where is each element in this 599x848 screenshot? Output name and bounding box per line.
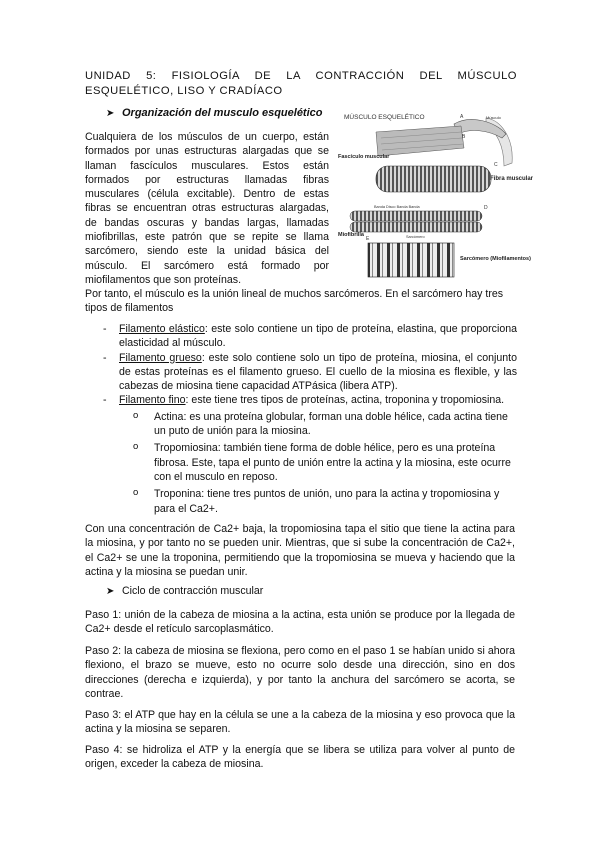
protein-item: o Troponina: tiene tres puntos de unión, uno para la actina y tropomiosina y para el Ca2+. — [129, 487, 517, 516]
step-4: Paso 4: se hidroliza el ATP y la energía que se libera se utiliza para volver al punto de origen, exceder la cabeza de miosina. — [85, 744, 515, 771]
step-3: Paso 3: el ATP que hay en la célula se une a la cabeza de la miosina y eso provoca que la actina y la miosina se separen. — [85, 709, 515, 736]
section-heading-text: Organización del musculo esquelético — [122, 107, 323, 119]
letter-d: D — [484, 205, 488, 211]
step-1: Paso 1: unión de la cabeza de miosina a la actina, esta unión se produce por la llegada de Ca2+ desde el retículo sarcoplasmático. — [85, 609, 515, 636]
intro-paragraph: Cualquiera de los músculos de un cuerpo, están formados por unas estructuras alargadas que se llaman fascículos musculares. Estos están formados por estructuras llamadas fibras musculares (célula excitable). Dentro de estas fibras se encuentran otras estructuras alargadas, de bandas oscuras y bandas largas, llamadas miofibrillas, este patrón que se repite se llama sarcómero, siendo este la unidad básica del músculo. El sarcómero está formado por miofilamentos que son proteínas. — [85, 131, 329, 286]
letter-c: C — [494, 162, 498, 168]
filament-desc: : este solo contiene un tipo de proteína, elastina, que proporciona elasticidad al músculo. — [119, 323, 517, 350]
arrowhead-bullet-icon: ➤ — [106, 586, 115, 597]
label-fibra — [490, 176, 534, 182]
filament-item — [85, 351, 517, 394]
letter-e: E — [366, 236, 370, 242]
filament-name: Filamento fino — [119, 394, 186, 407]
myofibril-1 — [350, 211, 482, 221]
letter-a: A — [460, 114, 464, 120]
figure-title: MÚSCULO ESQUELÉTICO — [344, 114, 425, 121]
muscle-fiber — [376, 166, 491, 192]
label-musculo: Músculo — [486, 115, 501, 120]
myofibril-2 — [350, 222, 482, 232]
filament-desc: : este solo contiene solo un tipo de proteína, miosina, el conjunto de estas proteínas es el filamento grueso. El cuello de la miosina es flexible, y las cabezas de miosina tiene capacidad ATPásica (libera ATP). — [119, 351, 517, 393]
label-miofibrilla: Miofibrilla — [338, 232, 364, 238]
filament-list — [85, 322, 517, 519]
arrowhead-bullet-icon: ➤ — [106, 108, 115, 119]
label-sarcomero-mio: Sarcómero (Miofilamentos) — [460, 256, 531, 262]
protein-item: o Tropomiosina: también tiene forma de doble hélice, pero es una proteína fibrosa. Este, tapa el punto de unión entre la actina y la miosina, este ocurre con el musculo en reposo. — [129, 441, 517, 484]
label-fibra-text: Fibra muscular — [490, 176, 534, 182]
skeletal-muscle-figure — [336, 108, 534, 292]
step-2: Paso 2: la cabeza de miosina se flexiona, pero como en el paso 1 se habían unido si ahora flexiono, el brazo se mueve, esto no ocurre solo desde una dirección, sino en dos direcciones (derecha e izquierda), y por tanto la anchura del sarcómero se acorta, se contrae. — [85, 645, 515, 700]
paragraph-calcium: Con una concentración de Ca2+ baja, la tropomiosina tapa el sitio que tiene la actina para la miosina, y por tanto no se pueden unir. Mientras, que si sube la concentración de Ca2+, el Ca2+ se une la troponina, permitiendo que la tropomiosina se mueva y haciendo que la actina y la miosina se puedan unir. — [85, 523, 515, 578]
section-heading — [106, 107, 323, 119]
label-bandas: Banda Disco Banda Banda — [374, 205, 420, 209]
protein-item: o Actina: es una proteína globular, forman una doble hélice, cada actina tiene un puto de unión para la miosina. — [129, 410, 517, 439]
fine-filament-proteins — [119, 410, 517, 516]
letter-b: B — [462, 134, 466, 140]
filament-name: Filamento elástico — [119, 323, 205, 335]
label-fasciculo: Fascículo muscular — [338, 154, 390, 160]
filament-item — [85, 322, 517, 351]
paragraph-sarcomeros: Por tanto, el músculo es la unión lineal de muchos sarcómeros. En el sarcómero hay tres tipos de filamentos — [85, 288, 504, 315]
cycle-heading — [106, 585, 263, 597]
cycle-heading-text: Ciclo de contracción muscular — [122, 585, 264, 597]
label-sarcomero: Sarcómero — [406, 235, 425, 239]
filament-name: Filamento grueso — [119, 351, 202, 364]
filament-item — [85, 393, 517, 515]
filament-desc: : este tiene tres tipos de proteínas, actina, troponina y tropomiosina. — [185, 394, 505, 407]
sarcomere-block — [368, 243, 454, 277]
unit-title: UNIDAD 5: FISIOLOGÍA DE LA CONTRACCIÓN DEL MÚSCULO ESQUELÉTICO, LISO Y CRADÍACO — [85, 70, 517, 97]
